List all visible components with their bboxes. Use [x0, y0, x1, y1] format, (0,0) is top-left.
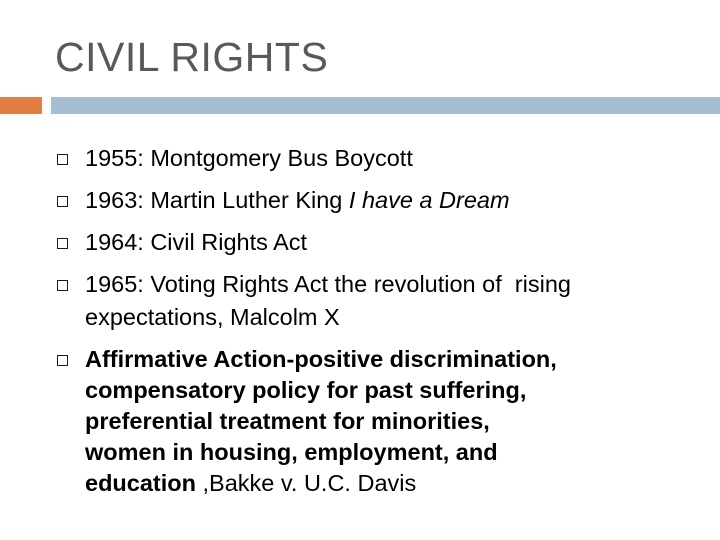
bullet-line: compensatory policy for past suffering, — [85, 377, 527, 403]
square-bullet-icon — [57, 154, 68, 165]
speech-title-italic: I have a Dream — [348, 187, 510, 213]
bullet-item-affirmative-action — [85, 344, 705, 499]
bullet-text-normal: ,Bakke v. U.C. Davis — [195, 470, 417, 496]
square-bullet-icon — [57, 196, 68, 207]
bullet-text: 1964: Civil Rights Act — [85, 229, 308, 255]
bullet-item-1965 — [85, 269, 705, 332]
bullet-text: 1955: Montgomery Bus Boycott — [85, 145, 413, 171]
bullet-line: 1965: Voting Rights Act the revolution of rising — [85, 271, 571, 297]
slide-title: CIVIL RIGHTS — [55, 34, 329, 80]
bullet-item-1963 — [85, 185, 705, 215]
bullet-line — [85, 468, 705, 499]
square-bullet-icon — [57, 280, 68, 291]
bullet-text: 1963: Martin Luther King — [85, 187, 349, 213]
bullet-text-bold: education — [85, 470, 196, 496]
bullet-item-1955 — [85, 143, 705, 173]
bullet-item-1964 — [85, 227, 705, 257]
bullet-line: preferential treatment for minorities, — [85, 408, 490, 434]
bullet-line: expectations, Malcolm X — [85, 304, 340, 330]
square-bullet-icon — [57, 355, 68, 366]
bullet-line: women in housing, employment, and — [85, 439, 498, 465]
square-bullet-icon — [57, 238, 68, 249]
bullet-line: Affirmative Action-positive discrimination, — [85, 346, 557, 372]
